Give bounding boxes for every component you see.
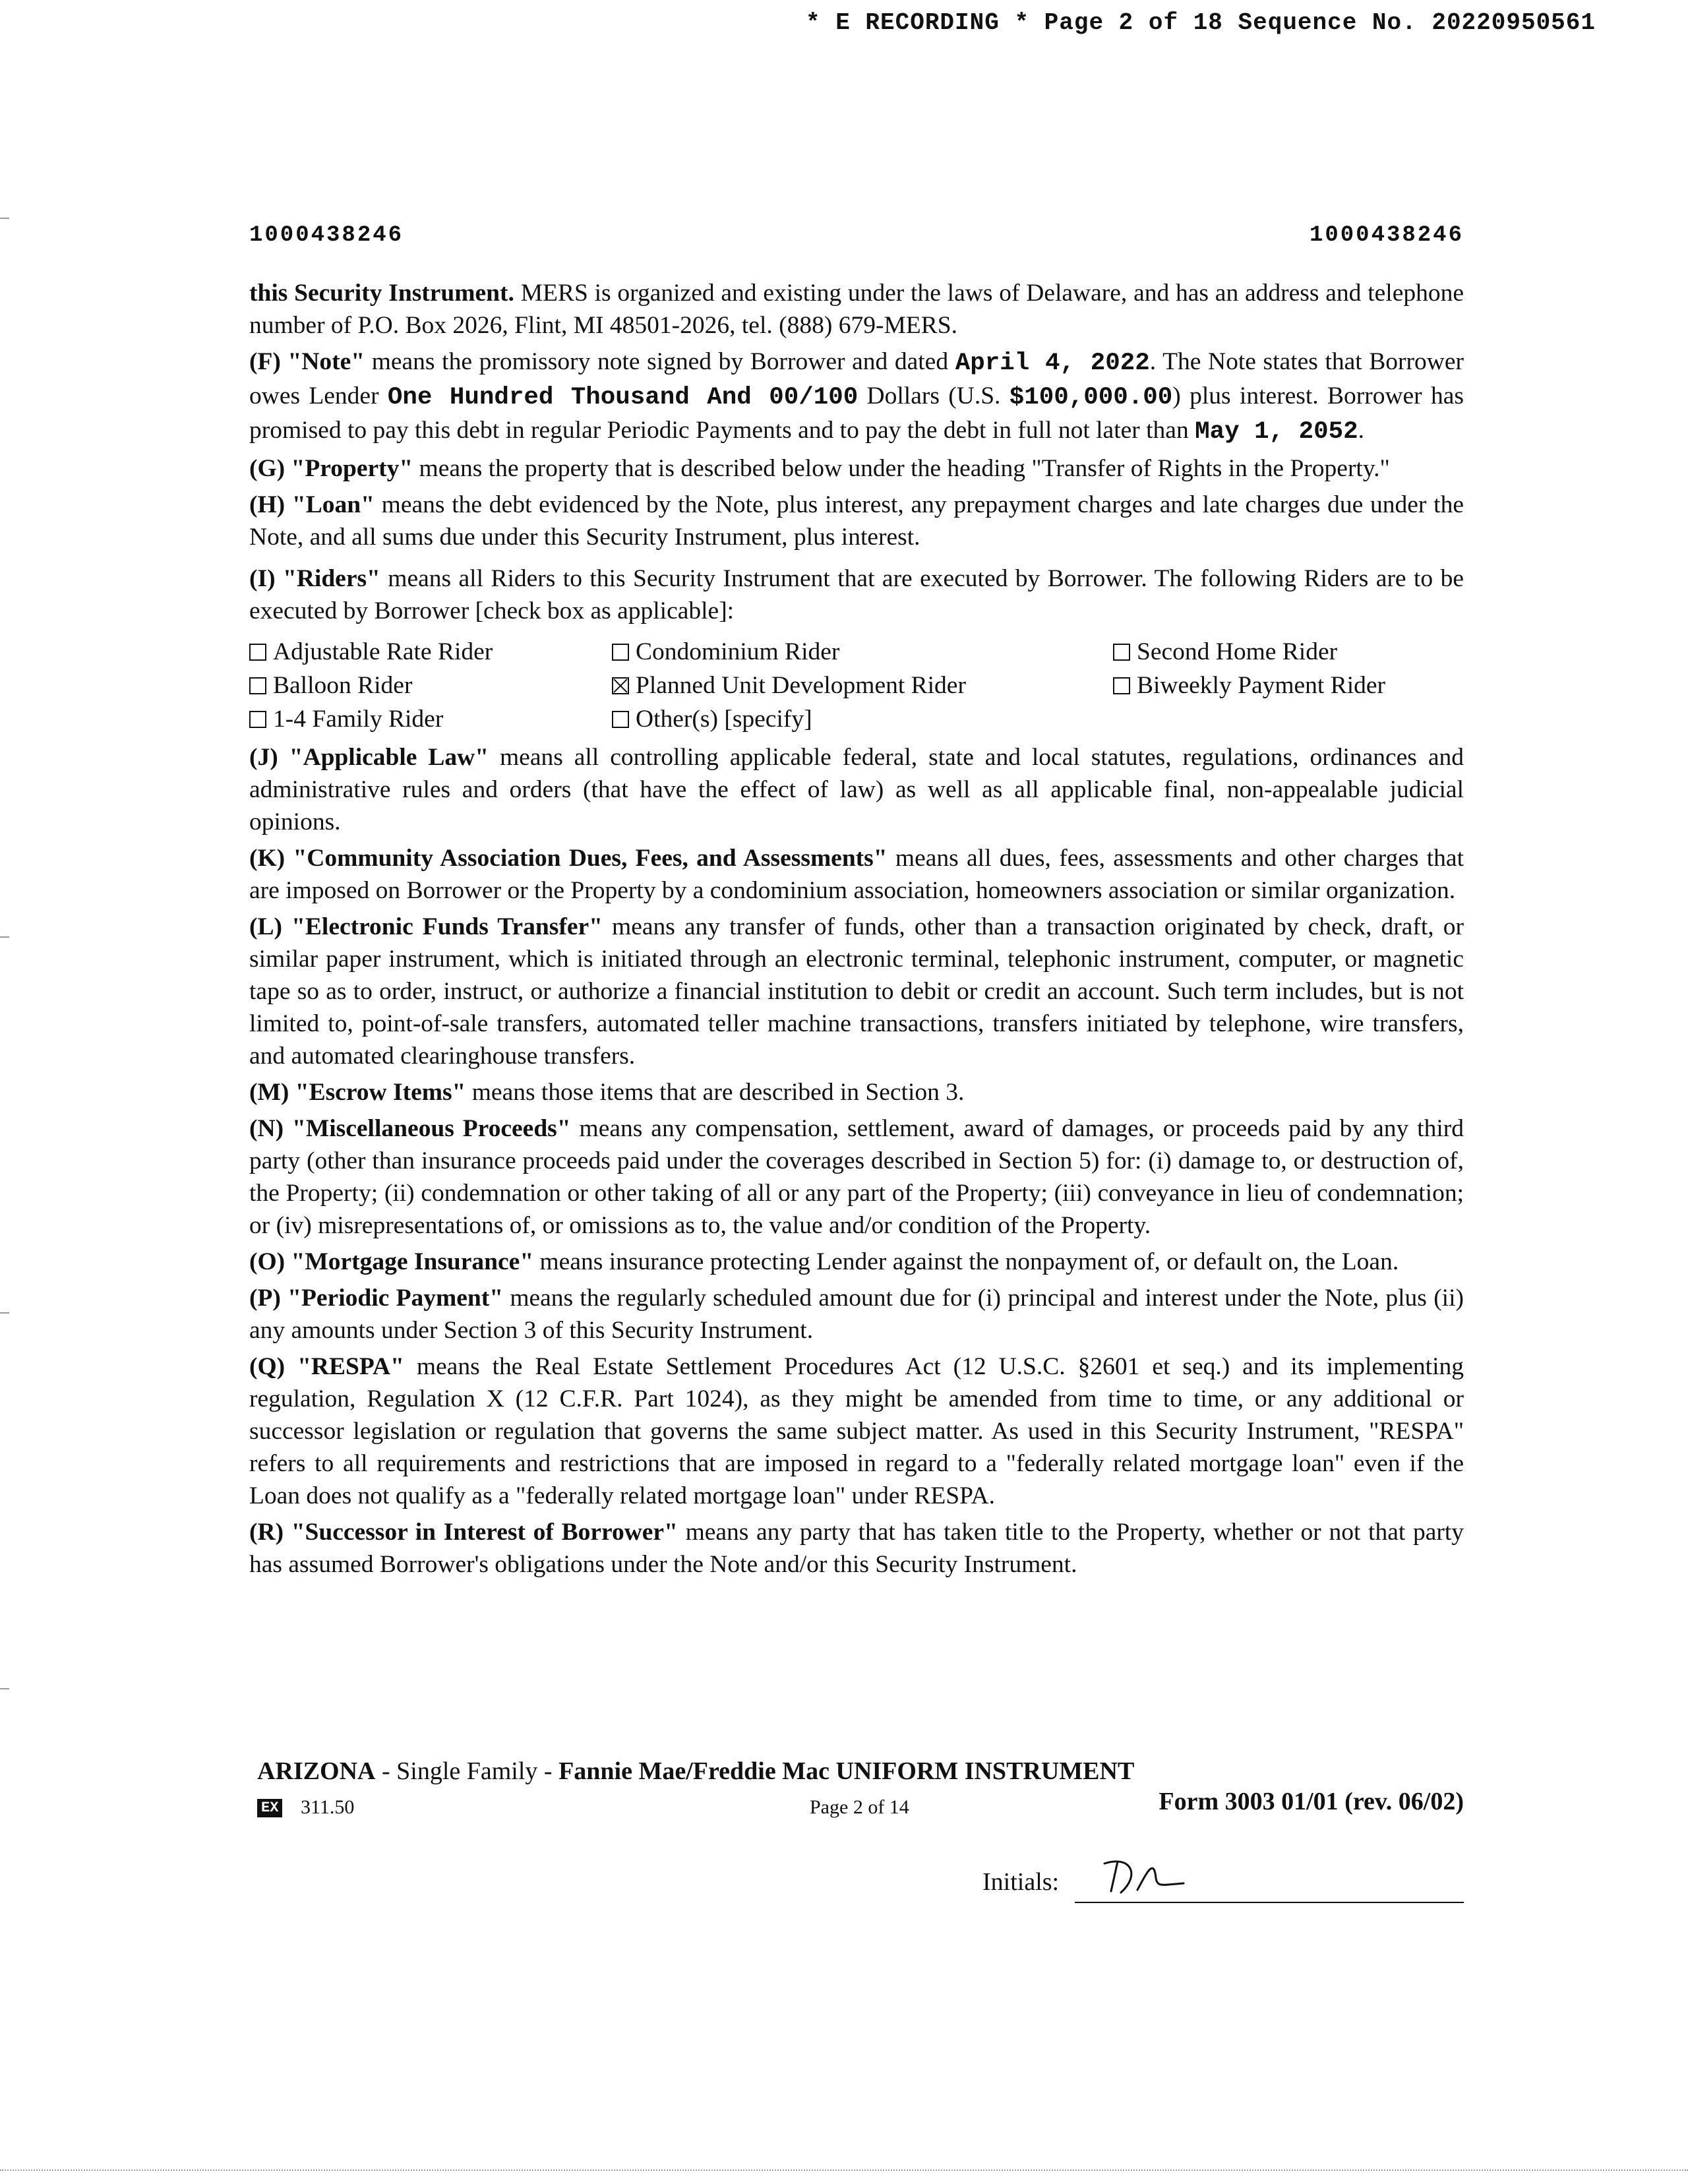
section-k-text: means all dues, fees, assessments and other charges that are imposed on Borrower or the Property by a condominium association, homeowners association or similar organization.	[249, 845, 1464, 904]
section-l-text: means any transfer of funds, other than a transaction originated by check, draft, or similar paper instrument, which is initiated through an electronic terminal, telephonic instrument, computer, or magnetic tape so as to order, instruct, or authorize a financial institution to debit or credit an account. Such term includes, but is not limited to, point-of-sale transfers, automated teller machine transactions, transfers initiated by telephone, wire transfers, and automated clearinghouse transfers.	[249, 913, 1464, 1070]
scan-edge	[0, 2169, 1688, 2172]
section-n-text: means any compensation, settlement, award of damages, or proceeds paid by any third party (other than insurance proceeds paid under the coverages described in Section 5) for: (i) damage to, or destruction of, the Property; (ii) condemnation or other taking of all or any part of the Property; (iii) conveyance in lieu of condemnation; or (iv) misrepresentations of, or omissions as to, the value and/or condition of the Property.	[249, 1115, 1464, 1239]
form-footer-row	[257, 1788, 1464, 1825]
form-code: 311.50	[301, 1796, 355, 1818]
checked-checkbox-icon[interactable]	[612, 677, 629, 694]
checkbox-icon[interactable]	[1113, 677, 1130, 694]
section-g	[249, 452, 1464, 485]
section-f-text-3: Dollars (U.S.	[858, 382, 1010, 410]
section-m-text: means those items that are described in Section 3.	[466, 1079, 965, 1106]
section-k-label: (K) "Community Association Dues, Fees, and Assessments"	[249, 845, 888, 872]
section-p-text: means the regularly scheduled amount due for (i) principal and interest under the Note, plus (ii) any amounts under Section 3 of this Security Instrument.	[249, 1285, 1464, 1344]
section-f-text-5: .	[1358, 417, 1364, 444]
section-q-label: (Q) "RESPA"	[249, 1353, 404, 1380]
section-k	[249, 842, 1464, 907]
rider-label: Balloon Rider	[273, 672, 413, 699]
section-j-label: (J) "Applicable Law"	[249, 744, 489, 771]
intro-bold: this Security Instrument.	[249, 280, 514, 307]
section-p	[249, 1282, 1464, 1347]
checkbox-icon[interactable]	[1113, 644, 1130, 661]
section-j	[249, 741, 1464, 838]
section-r-label: (R) "Successor in Interest of Borrower"	[249, 1519, 678, 1546]
section-p-label: (P) "Periodic Payment"	[249, 1285, 504, 1312]
rider-label: Condominium Rider	[636, 638, 840, 665]
section-g-text: means the property that is described below under the heading "Transfer of Rights in the Property."	[413, 455, 1390, 482]
checkbox-icon[interactable]	[249, 711, 266, 728]
section-h-label: (H) "Loan"	[249, 491, 375, 518]
scan-mark	[0, 1688, 9, 1689]
section-g-label: (G) "Property"	[249, 455, 413, 482]
ex-logo: EX	[257, 1799, 282, 1817]
section-m-label: (M) "Escrow Items"	[249, 1079, 466, 1106]
intro-paragraph	[249, 277, 1464, 342]
rider-biweekly-payment[interactable]	[1113, 669, 1469, 702]
checkbox-icon[interactable]	[612, 711, 629, 728]
section-f-text-4: ) plus interest. Borrower has promised to pay this debt in regular Periodic Payments and to pay the debt in full not later than	[249, 382, 1464, 444]
section-r	[249, 1516, 1464, 1581]
section-r-text: means any party that has taken title to the Property, whether or not that party has assumed Borrower's obligations under the Note and/or this Security Instrument.	[249, 1519, 1464, 1578]
scan-mark	[0, 1312, 9, 1314]
section-h	[249, 489, 1464, 553]
scan-mark	[0, 218, 9, 219]
rider-balloon[interactable]	[249, 669, 612, 702]
footer-instrument: Fannie Mae/Freddie Mac UNIFORM INSTRUMENT	[558, 1757, 1135, 1785]
rider-adjustable-rate[interactable]	[249, 635, 612, 669]
note-amount: $100,000.00	[1009, 384, 1173, 411]
footer-state: ARIZONA	[257, 1757, 376, 1785]
loan-number-right: 1000438246	[1309, 223, 1464, 248]
rider-label: 1-4 Family Rider	[273, 706, 444, 733]
page-number: Page 2 of 14	[810, 1796, 909, 1818]
note-date: April 4, 2022	[955, 349, 1150, 377]
section-o-text: means insurance protecting Lender against the nonpayment of, or default on, the Loan.	[533, 1248, 1399, 1275]
section-f-text-2: . The Note states that Borrower owes Lender	[249, 348, 1464, 410]
form-footer-title	[257, 1757, 1134, 1786]
section-o	[249, 1246, 1464, 1278]
section-q	[249, 1350, 1464, 1512]
section-q-text: means the Real Estate Settlement Procedures Act (12 U.S.C. §2601 et seq.) and its implementing regulation, Regulation X (12 C.F.R. Part 1024), as they might be amended from time to time, or any additional or successor legislation or regulation that governs the same subject matter. As used in this Security Instrument, "RESPA" refers to all requirements and restrictions that are imposed in regard to a "federally related mortgage loan" even if the Loan does not qualify as a "federally related mortgage loan" under RESPA.	[249, 1353, 1464, 1509]
section-i	[249, 562, 1464, 627]
form-number: Form 3003 01/01 (rev. 06/02)	[1159, 1788, 1464, 1815]
initials-label: Initials:	[982, 1868, 1060, 1896]
rider-label: Second Home Rider	[1137, 638, 1338, 665]
rider-label: Planned Unit Development Rider	[636, 672, 966, 699]
footer-separator: - Single Family -	[375, 1757, 559, 1785]
section-l-label: (L) "Electronic Funds Transfer"	[249, 913, 603, 940]
rider-planned-unit-development[interactable]	[612, 669, 1113, 702]
intro-text: MERS is organized and existing under the laws of Delaware, and has an address and telephone number of P.O. Box 2026, Flint, MI 48501-2026, tel. (888) 679-MERS.	[249, 280, 1464, 339]
section-i-text: means all Riders to this Security Instrument that are executed by Borrower. The following Riders are to be executed by Borrower [check box as applicable]:	[249, 565, 1464, 624]
rider-label: Other(s) [specify]	[636, 706, 812, 733]
rider-label: Biweekly Payment Rider	[1137, 672, 1386, 699]
checkbox-icon[interactable]	[612, 644, 629, 661]
document-body	[249, 277, 1464, 1585]
initials-line[interactable]	[1075, 1902, 1464, 1903]
section-j-text: means all controlling applicable federal, state and local statutes, regulations, ordinances and administrative rules and orders (that have the effect of law) as well as all applicable final, non-appealable judicial opinions.	[249, 744, 1464, 835]
section-n-label: (N) "Miscellaneous Proceeds"	[249, 1115, 571, 1142]
initials-signature	[1091, 1852, 1190, 1904]
checkbox-icon[interactable]	[249, 644, 266, 661]
section-o-label: (O) "Mortgage Insurance"	[249, 1248, 534, 1275]
rider-condominium[interactable]	[612, 635, 1113, 669]
checkbox-icon[interactable]	[249, 677, 266, 694]
scan-mark	[0, 936, 9, 938]
section-f-text-1: means the promissory note signed by Borrower and dated	[365, 348, 955, 375]
rider-label: Adjustable Rate Rider	[273, 638, 493, 665]
maturity-date: May 1, 2052	[1195, 418, 1358, 446]
recording-header: * E RECORDING * Page 2 of 18 Sequence No. 20220950561	[806, 9, 1596, 36]
note-amount-words: One Hundred Thousand And 00/100	[387, 384, 859, 411]
section-l	[249, 911, 1464, 1072]
section-f-label: (F) "Note"	[249, 348, 365, 375]
rider-others[interactable]	[612, 702, 1113, 736]
section-h-text: means the debt evidenced by the Note, plus interest, any prepayment charges and late charges due under the Note, and all sums due under this Security Instrument, plus interest.	[249, 491, 1464, 551]
rider-second-home[interactable]	[1113, 635, 1469, 669]
loan-number-left: 1000438246	[249, 223, 404, 248]
section-n	[249, 1112, 1464, 1242]
riders-checklist	[249, 635, 1464, 736]
rider-1-4-family[interactable]	[249, 702, 612, 736]
section-f	[249, 346, 1464, 448]
section-m	[249, 1076, 1464, 1108]
section-i-label: (I) "Riders"	[249, 565, 380, 592]
